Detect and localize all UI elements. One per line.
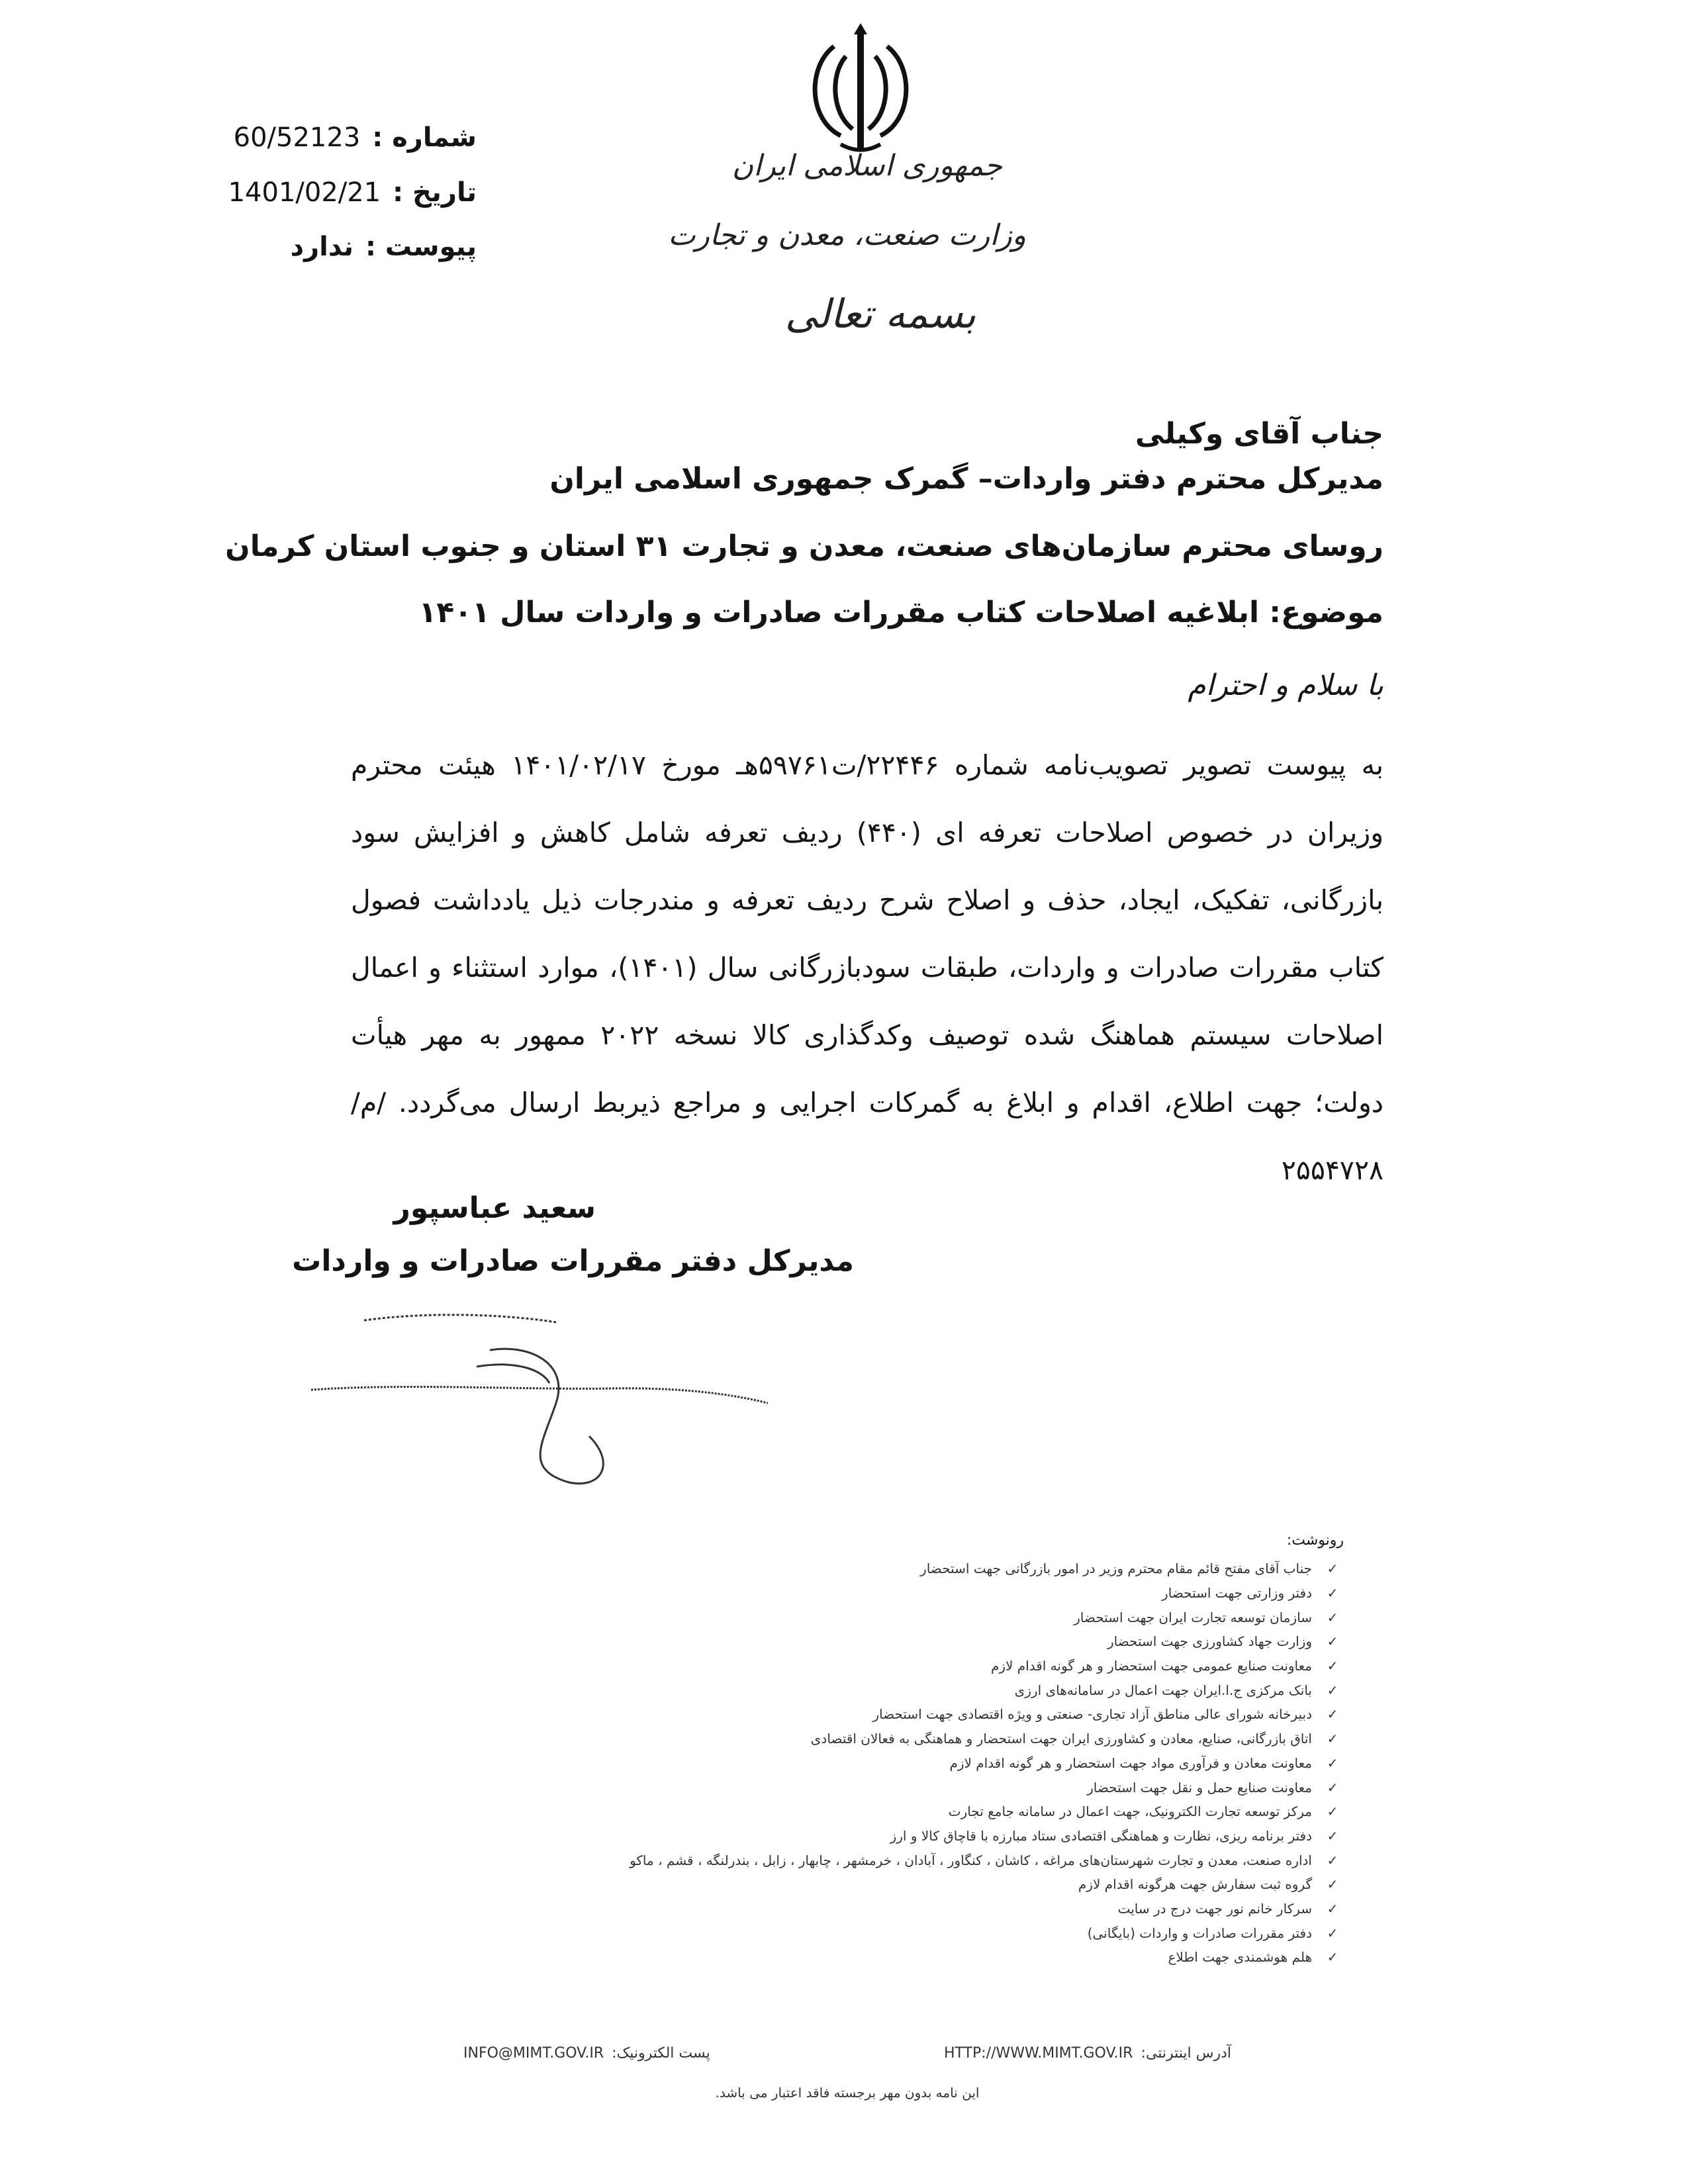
- signatory-title: مدیرکل دفتر مقررات صادرات و واردات: [292, 1244, 854, 1278]
- letter-subject: موضوع: ابلاغیه اصلاحات کتاب مقررات صادرات و واردات سال ۱۴۰۱: [418, 596, 1383, 629]
- number-value: 60/52123: [233, 122, 361, 153]
- number-label: شماره :: [372, 122, 477, 153]
- copy-item-text: دفتر برنامه ریزی، نظارت و هماهنگی اقتصادی ستاد مبارزه با قاچاق کالا و ارز: [890, 1827, 1312, 1844]
- copy-item-text: وزارت جهاد کشاورزی جهت استحضار: [1107, 1633, 1312, 1650]
- checkmark-icon: ✓: [1327, 1682, 1338, 1698]
- national-emblem-icon: [794, 20, 927, 159]
- footer-email: [463, 2045, 710, 2062]
- copy-item: [99, 1872, 1344, 1897]
- copy-item: [99, 1751, 1344, 1776]
- copy-item: [99, 1921, 1344, 1945]
- email-value: INFO@MIMT.GOV.IR: [463, 2045, 604, 2062]
- recipient-line-2: مدیرکل محترم دفتر واردات– گمرک جمهوری اسلامی ایران: [549, 462, 1383, 496]
- checkmark-icon: ✓: [1327, 1949, 1338, 1966]
- checkmark-icon: ✓: [1327, 1852, 1338, 1868]
- letter-attachment: [291, 232, 477, 262]
- copy-item-text: دبیرخانه شورای عالی مناطق آزاد تجاری- صنعتی و ویژه اقتصادی جهت استحضار: [872, 1706, 1312, 1723]
- checkmark-icon: ✓: [1327, 1561, 1338, 1577]
- recipient-line-1: جناب آقای وکیلی: [1135, 417, 1383, 451]
- copy-item: [99, 1654, 1344, 1678]
- basmala: بسمه تعالی: [784, 291, 976, 338]
- footer-validity-note: این نامه بدون مهر برجسته فاقد اعتبار می باشد.: [715, 2085, 980, 2101]
- checkmark-icon: ✓: [1327, 1900, 1338, 1917]
- date-value: 1401/02/21: [228, 177, 381, 208]
- checkmark-icon: ✓: [1327, 1827, 1338, 1844]
- letter-number: [234, 122, 477, 153]
- signatory-name: سعید عباسپور: [393, 1191, 596, 1225]
- copy-item: [99, 1775, 1344, 1799]
- copy-item-text: سازمان توسعه تجارت ایران جهت استحضار: [1074, 1609, 1312, 1625]
- copy-item: [99, 1824, 1344, 1848]
- checkmark-icon: ✓: [1327, 1876, 1338, 1893]
- date-label: تاریخ :: [393, 177, 477, 208]
- copy-item: [99, 1848, 1344, 1872]
- checkmark-icon: ✓: [1327, 1754, 1338, 1771]
- letter-date: [228, 177, 477, 208]
- copy-item: [99, 1945, 1344, 1970]
- checkmark-icon: ✓: [1327, 1731, 1338, 1747]
- checkmark-icon: ✓: [1327, 1633, 1338, 1650]
- greeting: با سلام و احترام: [1188, 668, 1383, 702]
- footer-website: [944, 2045, 1231, 2062]
- checkmark-icon: ✓: [1327, 1803, 1338, 1820]
- copy-item-text: معاونت صنایع عمومی جهت استحضار و هر گونه اقدام لازم: [990, 1658, 1312, 1674]
- checkmark-icon: ✓: [1327, 1779, 1338, 1796]
- copy-item: [99, 1897, 1344, 1921]
- copy-item: [99, 1799, 1344, 1824]
- copy-item-text: بانک مرکزی ج.ا.ایران جهت اعمال در سامانه‌های ارزی: [1014, 1682, 1312, 1698]
- email-label: پست الکترونیک:: [612, 2045, 710, 2062]
- copy-item-text: اداره صنعت، معدن و تجارت شهرستان‌های مراغه ، کاشان ، کنگاور ، آبادان ، خرمشهر ، چابهار ، زابل ، بندرلنگه ، قشم ، ماکو: [630, 1852, 1312, 1868]
- copy-item: [99, 1727, 1344, 1751]
- copy-item: [99, 1629, 1344, 1654]
- copy-item-text: معاونت معادن و فرآوری مواد جهت استحضار و هر گونه اقدام لازم: [949, 1754, 1312, 1771]
- copy-item-text: مرکز توسعه تجارت الکترونیک، جهت اعمال در سامانه جامع تجارت: [948, 1803, 1312, 1820]
- copy-item-text: هلم هوشمندی جهت اطلاع: [1168, 1949, 1312, 1966]
- copy-item: [99, 1557, 1344, 1581]
- copy-item: [99, 1678, 1344, 1702]
- website-label: آدرس اینترنتی:: [1141, 2045, 1231, 2062]
- copy-item-text: دفتر وزارتی جهت استحضار: [1162, 1585, 1312, 1602]
- checkmark-icon: ✓: [1327, 1706, 1338, 1723]
- checkmark-icon: ✓: [1327, 1609, 1338, 1625]
- checkmark-icon: ✓: [1327, 1585, 1338, 1602]
- copies-heading: رونوشت:: [1286, 1532, 1344, 1549]
- copies-list: [99, 1557, 1344, 1970]
- copy-item: [99, 1605, 1344, 1629]
- checkmark-icon: ✓: [1327, 1658, 1338, 1674]
- letter-body: به پیوست تصویر تصویب‌نامه شماره ۲۲۴۴۶/ت۵۹۷۶۱هـ مورخ ۱۴۰۱/۰۲/۱۷ هیئت محترم وزیران در خصوص اصلاحات تعرفه ای (۴۴۰) ردیف تعرفه شامل کاهش و افزایش سود بازرگانی، تفکیک، ایجاد، حذف و اصلاح شرح ردیف تعرفه و مندرجات ذیل یادداشت فصول کتاب مقررات صادرات و واردات، طبقات سودبازرگانی سال (۱۴۰۱)، موارد استثناء و اعمال اصلاحات سیستم هماهنگ شده توصیف وکدگذاری کالا نسخه ۲۰۲۲ ممهور به مهر هیأت دولت؛ جهت اطلاع، اقدام و ابلاغ به گمرکات اجرایی و مراجع ذیربط ارسال می‌گردد. /م/۲۵۵۴۷۲۸: [351, 749, 1384, 1186]
- copy-item-text: معاونت صنایع حمل و نقل جهت استحضار: [1087, 1779, 1312, 1796]
- copy-item-text: گروه ثبت سفارش جهت هرگونه اقدام لازم: [1078, 1876, 1312, 1893]
- attachment-value: ندارد: [290, 232, 353, 262]
- copy-item-text: دفتر مقررات صادرات و واردات (بایگانی): [1087, 1925, 1312, 1941]
- ministry-name: وزارت صنعت، معدن و تجارت: [668, 218, 1026, 252]
- website-value: HTTP://WWW.MIMT.GOV.IR: [943, 2045, 1133, 2062]
- copy-item: [99, 1702, 1344, 1727]
- copy-item-text: اتاق بازرگانی، صنایع، معادن و کشاورزی ایران جهت استحضار و هماهنگی به فعالان اقتصادی: [810, 1731, 1312, 1747]
- copy-item-text: سرکار خانم نور جهت درج در سایت: [1117, 1900, 1312, 1917]
- recipient-line-3: روسای محترم سازمان‌های صنعت، معدن و تجارت ۳۱ استان و جنوب استان کرمان: [225, 529, 1383, 563]
- checkmark-icon: ✓: [1327, 1925, 1338, 1941]
- footer-contact: [463, 2045, 1231, 2062]
- copy-item-text: جناب آقای مفتح قائم مقام محترم وزیر در امور بازرگانی جهت استحضار: [920, 1561, 1312, 1577]
- government-name: جمهوری اسلامی ایران: [731, 149, 1003, 183]
- attachment-label: پیوست :: [365, 232, 477, 262]
- handwritten-signature-icon: [305, 1304, 781, 1496]
- copy-item: [99, 1581, 1344, 1606]
